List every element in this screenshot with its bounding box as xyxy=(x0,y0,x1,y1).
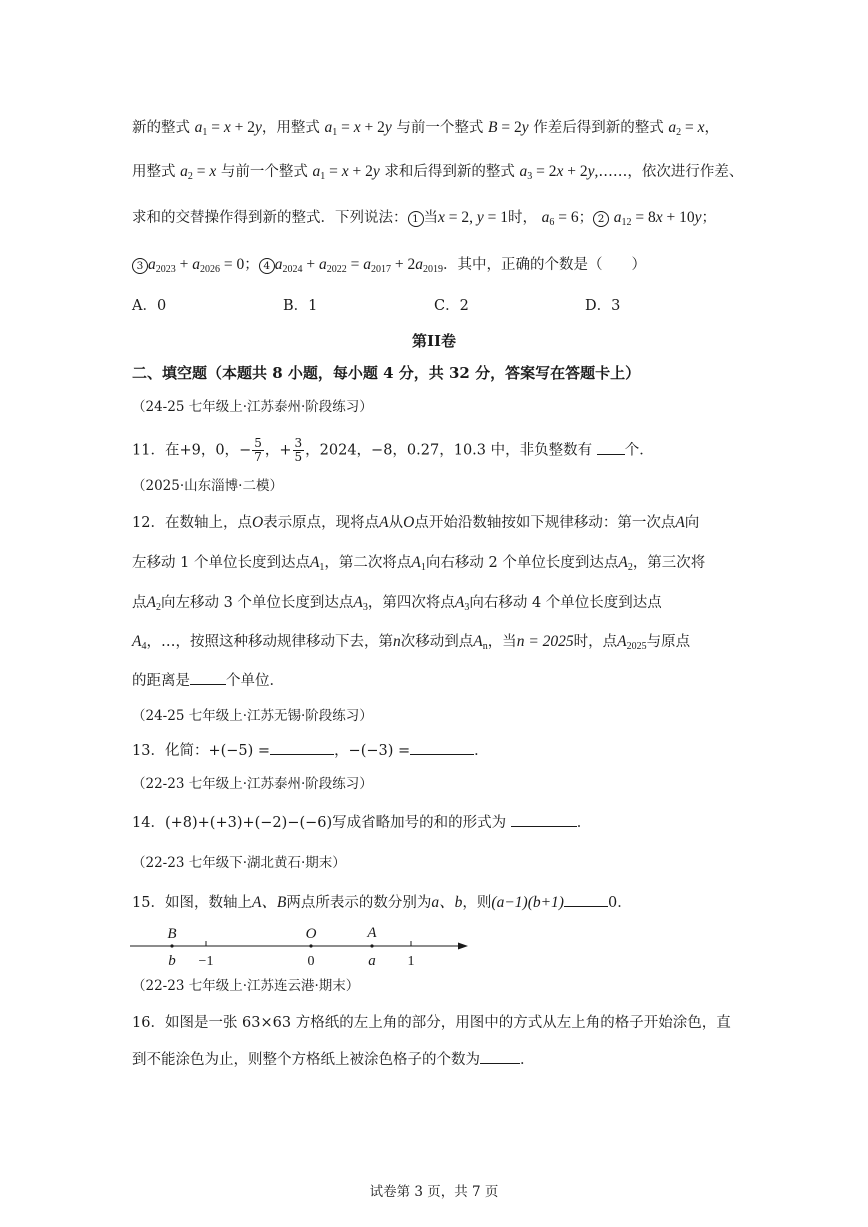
text: 时， xyxy=(508,210,538,226)
text: 个． xyxy=(624,442,654,459)
text: 求和的交替操作得到新的整式．下列说法： xyxy=(132,210,408,226)
q10-line-3: 求和的交替操作得到新的整式．下列说法： 1 当x = 2, y = 1时， $a_6 = 6$； 2 $a_{12} = 8x + 10y$； xyxy=(132,209,717,228)
text: ……，依次进行作差、 xyxy=(598,164,744,180)
q14-source: （22-23 七年级上·江苏泰州·阶段练习） xyxy=(132,776,373,792)
text: 11．在+9，0， xyxy=(132,442,240,459)
label-1: 1 xyxy=(407,954,415,969)
text: 作差后得到新的整式 xyxy=(533,120,664,136)
label-b-lower: b xyxy=(168,953,176,969)
fraction-neg-5-7: $\frac{5}{7}$ xyxy=(254,436,262,464)
circled-number-3: 3 xyxy=(132,258,148,274)
text: ； xyxy=(578,210,594,226)
q16-line-2: 到不能涂色为止，则整个方格纸上被涂色格子的个数为 ． xyxy=(132,1049,535,1070)
text: ．其中，正确的个数是（ ） xyxy=(443,257,646,273)
q12-line-4: $A_4$，…，按照这种移动规律移动下去，第n次移动到点$A_n$，当n = 2025时，点$A_{2025}$与原点 xyxy=(132,633,691,652)
q12-line-2: 左移动 1 个单位长度到达点$A_1$，第二次将点$A_1$向右移动 2 个单位长度到达点$A_2$，第三次将 xyxy=(132,554,706,573)
q11-question: 11．在+9，0，− $\frac{5}{7}$ ，+ $\frac{3}{5}$ ，2024，−8，0.27，10.3 中，非负整数有 个． xyxy=(132,436,654,464)
q10-line-1: 新的整式 $a_1 = x + 2y$，用整式 $a_1 = x + 2y$ 与前一个整式 B = 2y 作差后得到新的整式 $a_2 = x$， xyxy=(132,119,719,138)
answer-blank xyxy=(190,670,226,685)
text: ； xyxy=(244,257,259,273)
label-a: A xyxy=(367,925,377,941)
section-2-heading: 二、填空题（本题共 8 小题，每小题 4 分，共 32 分，答案写在答题卡上） xyxy=(132,364,641,382)
text: 与前一个整式 xyxy=(396,120,484,136)
q10-line-2: 用整式 $a_2 = x$ 与前一个整式 $a_1 = x + 2y$ 求和后得到新的整式 $a_3 = 2x$ + 2y,……，依次进行作差、 xyxy=(132,163,744,182)
q12-line-3: 点$A_2$向左移动 3 个单位长度到达点$A_3$，第四次将点$A_3$向右移动 4 个单位长度到达点 xyxy=(132,594,662,613)
label-a-lower: a xyxy=(368,953,376,969)
page-footer: 试卷第 3 页，共 7 页 xyxy=(369,1184,499,1200)
point-a xyxy=(370,944,373,947)
text: 当 xyxy=(423,210,438,226)
q10-line-4: 3 $a_{2023} + a_{2026} = 0$； 4 $a_{2024} + a_{2022} = a_{2017} + 2a_{2019}$．其中，正确的个数是（ ） xyxy=(132,255,646,275)
q16-line-1: 16．如图是一张 63×63 方格纸的左上角的部分，用图中的方式从左上角的格子开始涂色，直 xyxy=(132,1015,731,1031)
text: ； xyxy=(701,210,717,226)
circled-number-1: 1 xyxy=(408,211,424,227)
answer-blank xyxy=(597,440,625,455)
q16-source: （22-23 七年级上·江苏连云港·期末） xyxy=(132,978,360,994)
answer-blank xyxy=(564,892,608,907)
q14-question: 14．(+8)+(+3)+(−2)−(−6)写成省略加号的和的形式为 ． xyxy=(132,812,591,833)
circled-number-4: 4 xyxy=(259,258,275,274)
label-b: B xyxy=(167,926,177,942)
label-0: 0 xyxy=(307,954,315,969)
point-b xyxy=(170,944,173,947)
section-ii-title: 第II卷 xyxy=(411,332,457,350)
answer-blank xyxy=(511,812,577,827)
option-a: A．0 xyxy=(132,298,167,314)
text: 新的整式 xyxy=(132,120,190,136)
q13-question: 13．化简：+(−5) = ，−(−3) = ． xyxy=(132,740,489,761)
number-line-figure xyxy=(128,922,473,972)
point-o xyxy=(309,944,312,947)
text: ，用整式 xyxy=(261,120,320,136)
answer-blank xyxy=(410,740,474,755)
option-b: B．1 xyxy=(283,298,318,314)
option-d: D．3 xyxy=(585,298,621,314)
text: ， xyxy=(704,120,719,136)
text: 求和后得到新的整式 xyxy=(384,164,515,180)
q13-source: （24-25 七年级上·江苏无锡·阶段练习） xyxy=(132,708,373,724)
q12-source: （2025·山东淄博·二模） xyxy=(132,478,283,494)
q15-source: （22-23 七年级下·湖北黄石·期末） xyxy=(132,855,346,871)
label-o: O xyxy=(305,926,317,942)
q15-question: 15．如图，数轴上A、B两点所表示的数分别为a、b，则(a−1)(b+1) 0． xyxy=(132,894,632,911)
text: ， xyxy=(264,442,280,459)
circled-number-2: 2 xyxy=(593,211,609,227)
arrow-right-icon xyxy=(458,943,468,950)
fraction-3-5: $\frac{3}{5}$ xyxy=(294,436,303,464)
q12-line-5: 的距离是 个单位． xyxy=(132,670,284,691)
q12-line-1: 12．在数轴上，点O表示原点，现将点A从O点开始沿数轴按如下规律移动：第一次点A向 xyxy=(132,514,700,531)
text: 用整式 xyxy=(132,164,176,180)
answer-blank xyxy=(480,1049,520,1064)
q11-source: （24-25 七年级上·江苏泰州·阶段练习） xyxy=(132,399,373,415)
text: 与前一个整式 xyxy=(220,164,308,180)
option-c: C．2 xyxy=(434,298,469,314)
label-neg1: −1 xyxy=(198,954,214,969)
answer-blank xyxy=(270,740,334,755)
text: ，2024，−8，0.27，10.3 中，非负整数有 xyxy=(305,442,593,459)
